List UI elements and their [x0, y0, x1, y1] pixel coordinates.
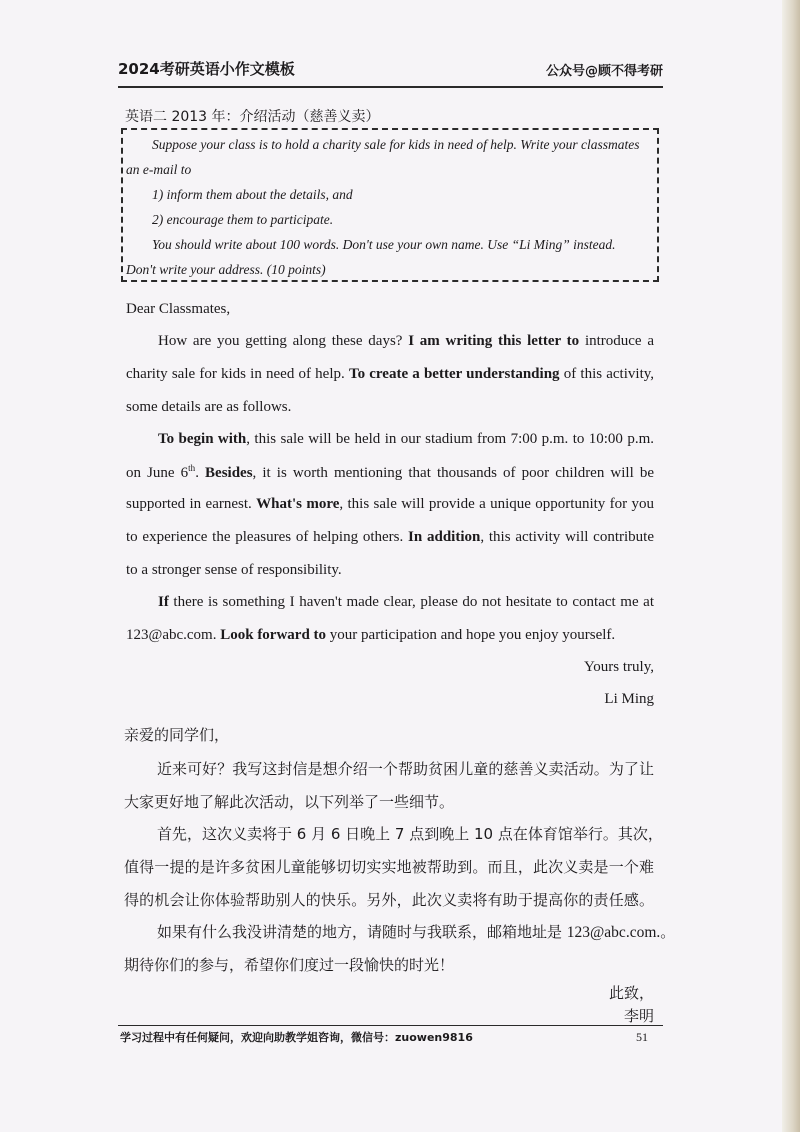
chinese-signature: 李明 — [623, 1007, 654, 1025]
page-header — [118, 52, 663, 84]
chinese-line: 大家更好地了解此次活动，以下列举了一些细节。 — [124, 793, 455, 811]
section-title: 英语二 2013 年：介绍活动（慈善义卖） — [125, 109, 380, 125]
letter-line: charity sale for kids in need of help. To create a better understanding of this activity, — [126, 366, 655, 382]
task-line: 2) encourage them to participate. — [152, 212, 334, 227]
chinese-line: 首先，这次义卖将于 6 月 6 日晚上 7 点到晚上 10 点在体育馆举行。其次， — [157, 825, 663, 843]
letter-line: To begin with, this sale will be held in our stadium from 7:00 p.m. to 10:00 p.m. — [158, 431, 654, 447]
letter-salutation: Dear Classmates, — [126, 301, 231, 317]
header-account: 公众号@顾不得考研 — [545, 64, 663, 79]
header-divider — [118, 86, 663, 88]
chinese-line: 近来可好？我写这封信是想介绍一个帮助贫困儿童的慈善义卖活动。为了让 — [157, 760, 654, 778]
task-line: Don't write your address. (10 points) — [126, 262, 326, 277]
letter-signature: Li Ming — [604, 691, 654, 707]
task-line: Suppose your class is to hold a charity sale for kids in need of help. Write your classmates — [152, 137, 640, 152]
letter-closing: Yours truly, — [583, 659, 654, 675]
task-line: You should write about 100 words. Don't use your own name. Use “Li Ming” instead. — [152, 237, 616, 252]
letter-line: to experience the pleasures of helping others. In addition, this activity will contribute — [126, 529, 654, 545]
chinese-closing: 此致， — [608, 984, 654, 1002]
page-edge — [782, 0, 800, 1132]
letter-line: 123@abc.com. Look forward to your participation and hope you enjoy yourself. — [126, 627, 616, 643]
letter-line: supported in earnest. What's more, this sale will provide a unique opportunity for you — [126, 496, 654, 512]
letter-line: If there is something I haven't made clear, please do not hesitate to contact me at — [158, 594, 654, 610]
task-line: an e-mail to — [126, 162, 192, 177]
chinese-salutation: 亲爱的同学们， — [124, 726, 230, 744]
letter-line: on June 6th. Besides, it is worth mentioning that thousands of poor children will be — [126, 463, 655, 481]
letter-line: How are you getting along these days? I am writing this letter to introduce a — [158, 333, 654, 349]
chinese-line: 值得一提的是许多贫困儿童能够切切实实地被帮助到。而且，此次义卖是一个难 — [124, 858, 654, 876]
task-line: 1) inform them about the details, and — [152, 187, 353, 202]
header-title: 2024考研英语小作文模板 — [118, 60, 295, 78]
chinese-line: 得的机会让你体验帮助别人的快乐。另外，此次义卖将有助于提高你的责任感。 — [124, 891, 654, 909]
letter-line: some details are as follows. — [126, 399, 292, 415]
chinese-line: 期待你们的参与，希望你们度过一段愉快的时光！ — [124, 956, 455, 974]
letter-line: to a stronger sense of responsibility. — [126, 562, 342, 578]
footer-note: 学习过程中有任何疑问，欢迎向助教学姐咨询，微信号：zuowen9816 — [120, 1031, 473, 1044]
page-number: 51 — [636, 1030, 648, 1044]
chinese-line: 如果有什么我没讲清楚的地方，请随时与我联系，邮箱地址是 123@abc.com.。 — [157, 923, 676, 941]
footer-divider — [118, 1025, 663, 1026]
